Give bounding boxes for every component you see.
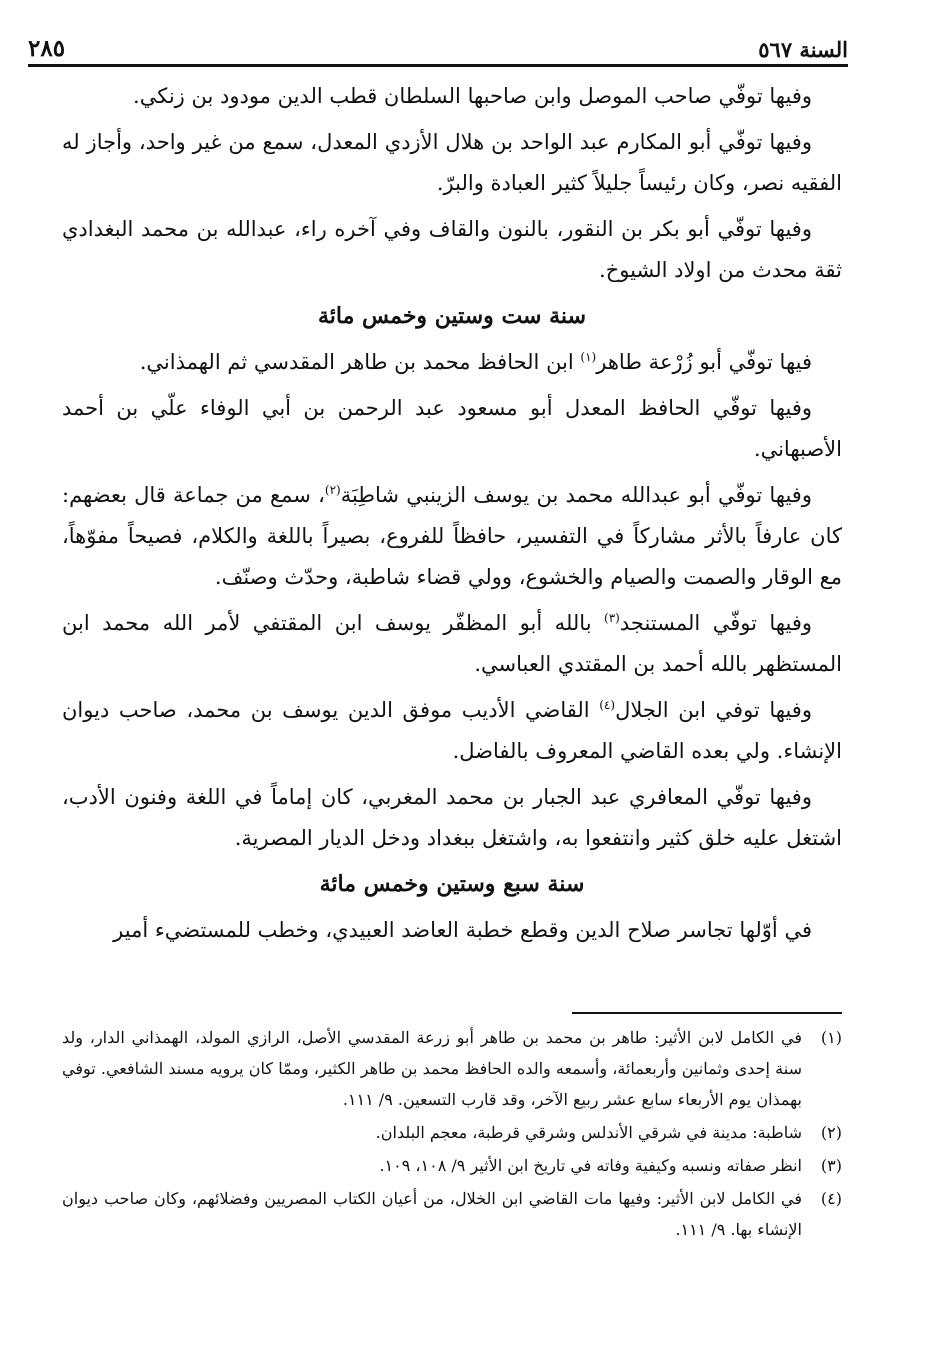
footnotes xyxy=(62,1022,842,1247)
paragraph xyxy=(62,690,842,772)
footnote xyxy=(62,1183,842,1245)
footnote-text: شاطبة: مدينة في شرقي الأندلس وشرقي قرطبة، معجم البلدان. xyxy=(375,1123,802,1142)
footnote-divider xyxy=(572,1012,842,1014)
paragraph: وفيها توفّي صاحب الموصل وابن صاحبها السلطان قطب الدين مودود بن زنكي. xyxy=(133,84,812,108)
paragraph-text: وفيها توفّي المستنجد xyxy=(619,611,813,635)
footnote xyxy=(62,1022,842,1115)
paragraph: وفيها توفّي أبو بكر بن النقور، بالنون والقاف وفي آخره راء، عبدالله بن محمد البغدادي ثقة محدث من اولاد الشيوخ. xyxy=(62,217,842,282)
page-number: ٢٨٥ xyxy=(28,35,66,62)
paragraph xyxy=(62,342,842,383)
footnote-ref: (٣) xyxy=(604,611,620,625)
footnote xyxy=(62,1117,842,1148)
footnote-ref: (٤) xyxy=(599,698,616,712)
paragraph: في أوّلها تجاسر صلاح الدين وقطع خطبة العاضد العبيدي، وخطب للمستضيء أمير xyxy=(113,918,812,942)
paragraph-text: ابن الحافظ محمد بن طاهر المقدسي ثم الهمذاني. xyxy=(139,350,581,374)
paragraph: وفيها توفّي المعافري عبد الجبار بن محمد المغربي، كان إماماً في اللغة وفنون الأدب، اشتغل عليه خلق كثير وانتفعوا به، واشتغل ببغداد ودخل الديار المصرية. xyxy=(62,785,842,850)
paragraph-text: ، سمع من جماعة قال بعضهم: كان عارفاً بالأثر مشاركاً في التفسير، حافظاً للفروع، بصيراً باللغة والكلام، فصيحاً مفوّهاً، مع الوقار والصمت والصيام والخشوع، وولي قضاء شاطبة، وحدّث وصنّف. xyxy=(62,483,842,589)
section-heading: سنة ست وستين وخمس مائة xyxy=(317,303,587,329)
footnote xyxy=(62,1150,842,1181)
main-text xyxy=(62,76,842,956)
footnote-number: (٣) xyxy=(820,1156,842,1175)
footnote-ref: (٢) xyxy=(324,483,341,497)
running-head-title: السنة ٥٦٧ xyxy=(758,37,848,62)
paragraph-text: وفيها توفّي أبو عبدالله محمد بن يوسف الزينبي شاطِبَة xyxy=(340,483,812,507)
footnote-text: في الكامل لابن الأثير: طاهر بن محمد بن طاهر أبو زرعة المقدسي الأصل، الرازي المولد، الهمذاني الدار، ولد سنة إحدى وثمانين وأربعمائة، وأسمعه والده الحافظ محمد بن طاهر الكثير، وممّا كان يرويه مسند الشافعي. توفي بهمذان يوم الأربعاء سابع عشر ربيع الآخر، وقد قارب التسعين. ٩/ ١١١. xyxy=(62,1028,802,1109)
running-head xyxy=(28,26,848,67)
footnote-number: (٢) xyxy=(820,1123,842,1142)
paragraph xyxy=(62,475,842,598)
paragraph: وفيها توفّي أبو المكارم عبد الواحد بن هلال الأزدي المعدل، سمع من غير واحد، وأجاز له الفقيه نصر، وكان رئيساً جليلاً كثير العبادة والبرّ. xyxy=(62,130,842,195)
paragraph: وفيها توفّي الحافظ المعدل أبو مسعود عبد الرحمن بن أبي الوفاء علّي بن أحمد الأصبهاني. xyxy=(62,396,842,461)
paragraph xyxy=(62,603,842,685)
paragraph-text: القاضي الأديب موفق الدين يوسف بن محمد، صاحب ديوان الإنشاء. ولي بعده القاضي المعروف بالفاضل. xyxy=(62,698,842,763)
paragraph-text: بالله أبو المظفّر يوسف ابن المقتفي لأمر الله محمد ابن المستظهر بالله أحمد بن المقتدي العباسي. xyxy=(62,611,842,676)
footnote-text: انظر صفاته ونسبه وكيفية وفاته في تاريخ ابن الأثير ٩/ ١٠٨، ١٠٩. xyxy=(379,1156,802,1175)
footnote-number: (٤) xyxy=(820,1189,842,1208)
section-heading: سنة سبع وستين وخمس مائة xyxy=(319,871,585,897)
footnote-number: (١) xyxy=(820,1028,842,1047)
footnote-text: في الكامل لابن الأثير: وفيها مات القاضي ابن الخلال، من أعيان الكتاب المصريين وفضلائهم، وكان صاحب ديوان الإنشاء بها. ٩/ ١١١. xyxy=(62,1189,802,1239)
footnote-ref: (١) xyxy=(580,350,597,364)
paragraph-text: فيها توفّي أبو زُرْعة طاهر xyxy=(596,350,812,374)
paragraph-text: وفيها توفي ابن الجلال xyxy=(615,698,812,722)
